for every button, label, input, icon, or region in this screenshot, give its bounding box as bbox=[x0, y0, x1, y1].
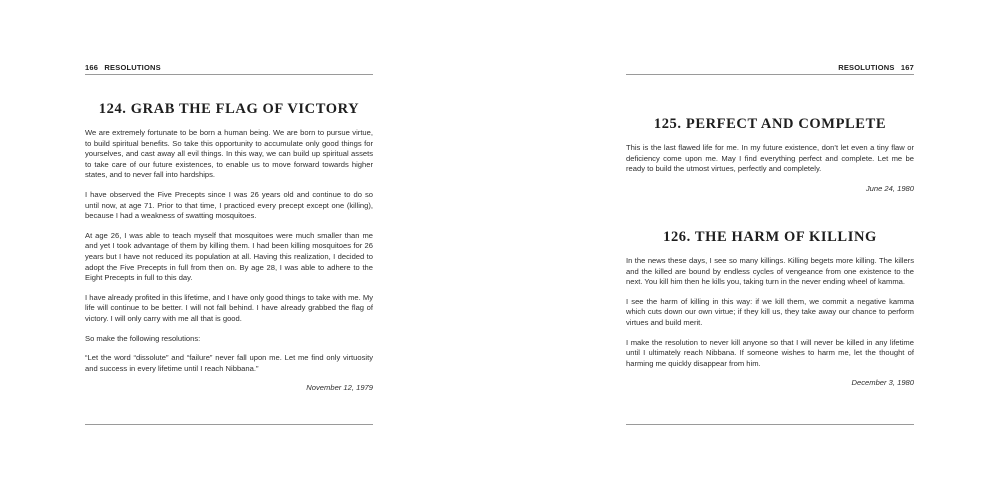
paragraph: I have already profited in this lifetime, and I have only good things to take with me. My life will continue to be better. I will not fall behind. I have already grabbed the flag of victory. I will only carry with me all that is good. bbox=[85, 292, 373, 323]
article-title: 124. GRAB THE FLAG OF VICTORY bbox=[98, 101, 360, 117]
article-title: 126. THE HARM OF KILLING bbox=[663, 229, 877, 245]
bottom-rule bbox=[85, 424, 373, 425]
article-body bbox=[626, 143, 914, 203]
paragraph: In the news these days, I see so many killings. Killing begets more killing. The killers and the killed are bound by endless cycles of vengeance from one existence to the next. You kill him then he kills you, taking turn in the never ending wheel of kamma. bbox=[626, 256, 914, 287]
paragraph: At age 26, I was able to teach myself that mosquitoes were much smaller than me and yet I took advantage of them by killing them. I had been killing mosquitoes for 26 years but I have not reduced its population at all. Having this realization, I decided to adopt the Five Precepts in full from then on. By age 28, I was able to adhere to the Eight Precepts in full to this day. bbox=[85, 230, 373, 283]
article-date: June 24, 1980 bbox=[865, 183, 914, 193]
paragraph: I make the resolution to never kill anyone so that I will never be killed in any lifetime until I ultimately reach Nibbana. If someone wishes to harm me, let the thought of harming me quickly disappear from him. bbox=[626, 337, 914, 368]
running-head-left bbox=[85, 63, 373, 75]
paragraph: This is the last flawed life for me. In my future existence, don’t let even a tiny flaw or deficiency come upon me. May I find everything perfect and complete. Let me be ready to build the utmost virtues, perfectly and completely. bbox=[626, 143, 914, 174]
running-head-right bbox=[626, 63, 914, 75]
page-number: 166 bbox=[85, 63, 99, 72]
article-title: 125. PERFECT AND COMPLETE bbox=[653, 116, 887, 132]
article-date: November 12, 1979 bbox=[306, 383, 373, 393]
paragraph: So make the following resolutions: bbox=[85, 333, 201, 343]
paragraph: I see the harm of killing in this way: if we kill them, we commit a negative kamma which cuts down our own virtue; if they kill us, they take away our chance to perform virtues and build merit. bbox=[626, 296, 914, 327]
paragraph: We are extremely fortunate to be born a human being. We are born to pursue virtue, to build spiritual benefits. So take this opportunity to accumulate only good things for yourselves, and cast away all evil things. In this way, we can build up spiritual assets to take care of our future existences, to enable us to move forward towards higher states, and to never fall into hardships. bbox=[85, 128, 373, 180]
paragraph: “Let the word “dissolute” and “failure” never fall upon me. Let me find only virtuosity and success in every lifetime until I reach Nibbana.” bbox=[85, 353, 373, 373]
paragraph: I have observed the Five Precepts since I was 26 years old and continue to do so until now, at age 71. Prior to that time, I practiced every precept except one (killing), because I had a weakness of swatting mosquitoes. bbox=[85, 189, 373, 221]
article-date: December 3, 1980 bbox=[851, 378, 914, 388]
section-title: RESOLUTIONS bbox=[838, 63, 895, 72]
section-title: RESOLUTIONS bbox=[104, 63, 161, 72]
article-body bbox=[626, 256, 914, 398]
page-number: 167 bbox=[900, 63, 914, 72]
bottom-rule bbox=[626, 424, 914, 425]
article-body bbox=[85, 128, 373, 403]
